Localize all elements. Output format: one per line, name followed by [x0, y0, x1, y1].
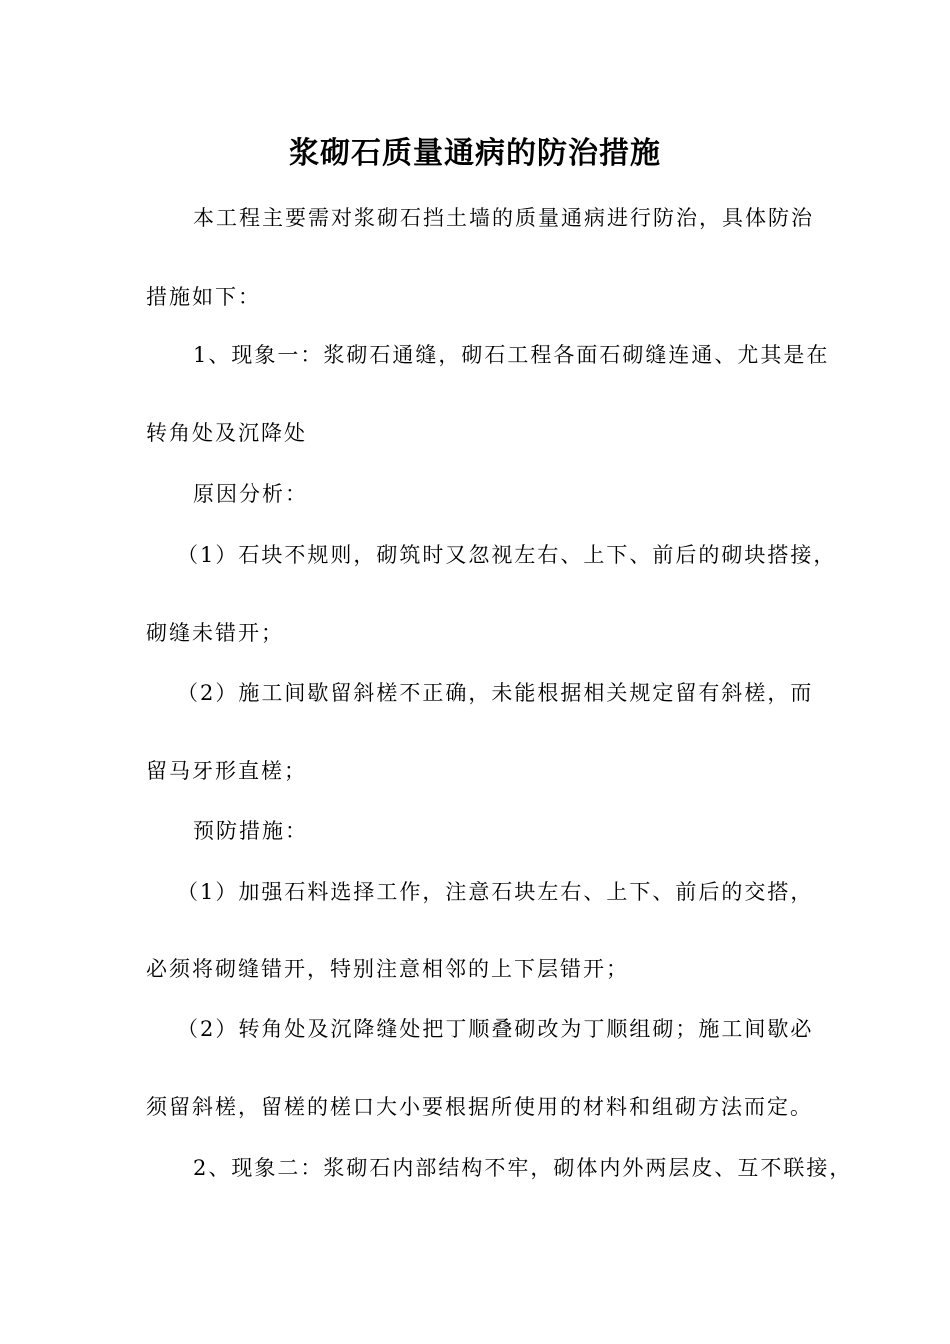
paragraph-line: 本工程主要需对浆砌石挡土墙的质量通病进行防治，具体防治	[193, 206, 814, 230]
paragraph-line: （2）施工间歇留斜槎不正确，未能根据相关规定留有斜槎，而	[177, 681, 814, 705]
paragraph-line: 措施如下：	[146, 285, 261, 309]
paragraph-line: 留马牙形直槎；	[146, 759, 307, 783]
paragraph-line: （2）转角处及沉降缝处把丁顺叠砌改为丁顺组砌；施工间歇必	[177, 1017, 814, 1041]
paragraph-line: 预防措施：	[193, 819, 308, 843]
paragraph-line: 原因分析：	[193, 482, 308, 506]
paragraph-line: （1）加强石料选择工作，注意石块左右、上下、前后的交搭，	[177, 880, 814, 904]
paragraph-line: 须留斜槎，留槎的槎口大小要根据所使用的材料和组砌方法而定。	[146, 1095, 813, 1119]
document-title: 浆砌石质量通病的防治措施	[289, 136, 661, 171]
paragraph-line: 转角处及沉降处	[146, 421, 307, 445]
paragraph-line: 2、现象二：浆砌石内部结构不牢，砌体内外两层皮、互不联接，	[193, 1156, 853, 1180]
paragraph-line: （1）石块不规则，砌筑时又忽视左右、上下、前后的砌块搭接，	[177, 543, 837, 567]
paragraph-line: 1、现象一：浆砌石通缝，砌石工程各面石砌缝连通、尤其是在	[193, 343, 830, 367]
paragraph-line: 砌缝未错开；	[146, 621, 284, 645]
paragraph-line: 必须将砌缝错开，特别注意相邻的上下层错开；	[146, 957, 629, 981]
